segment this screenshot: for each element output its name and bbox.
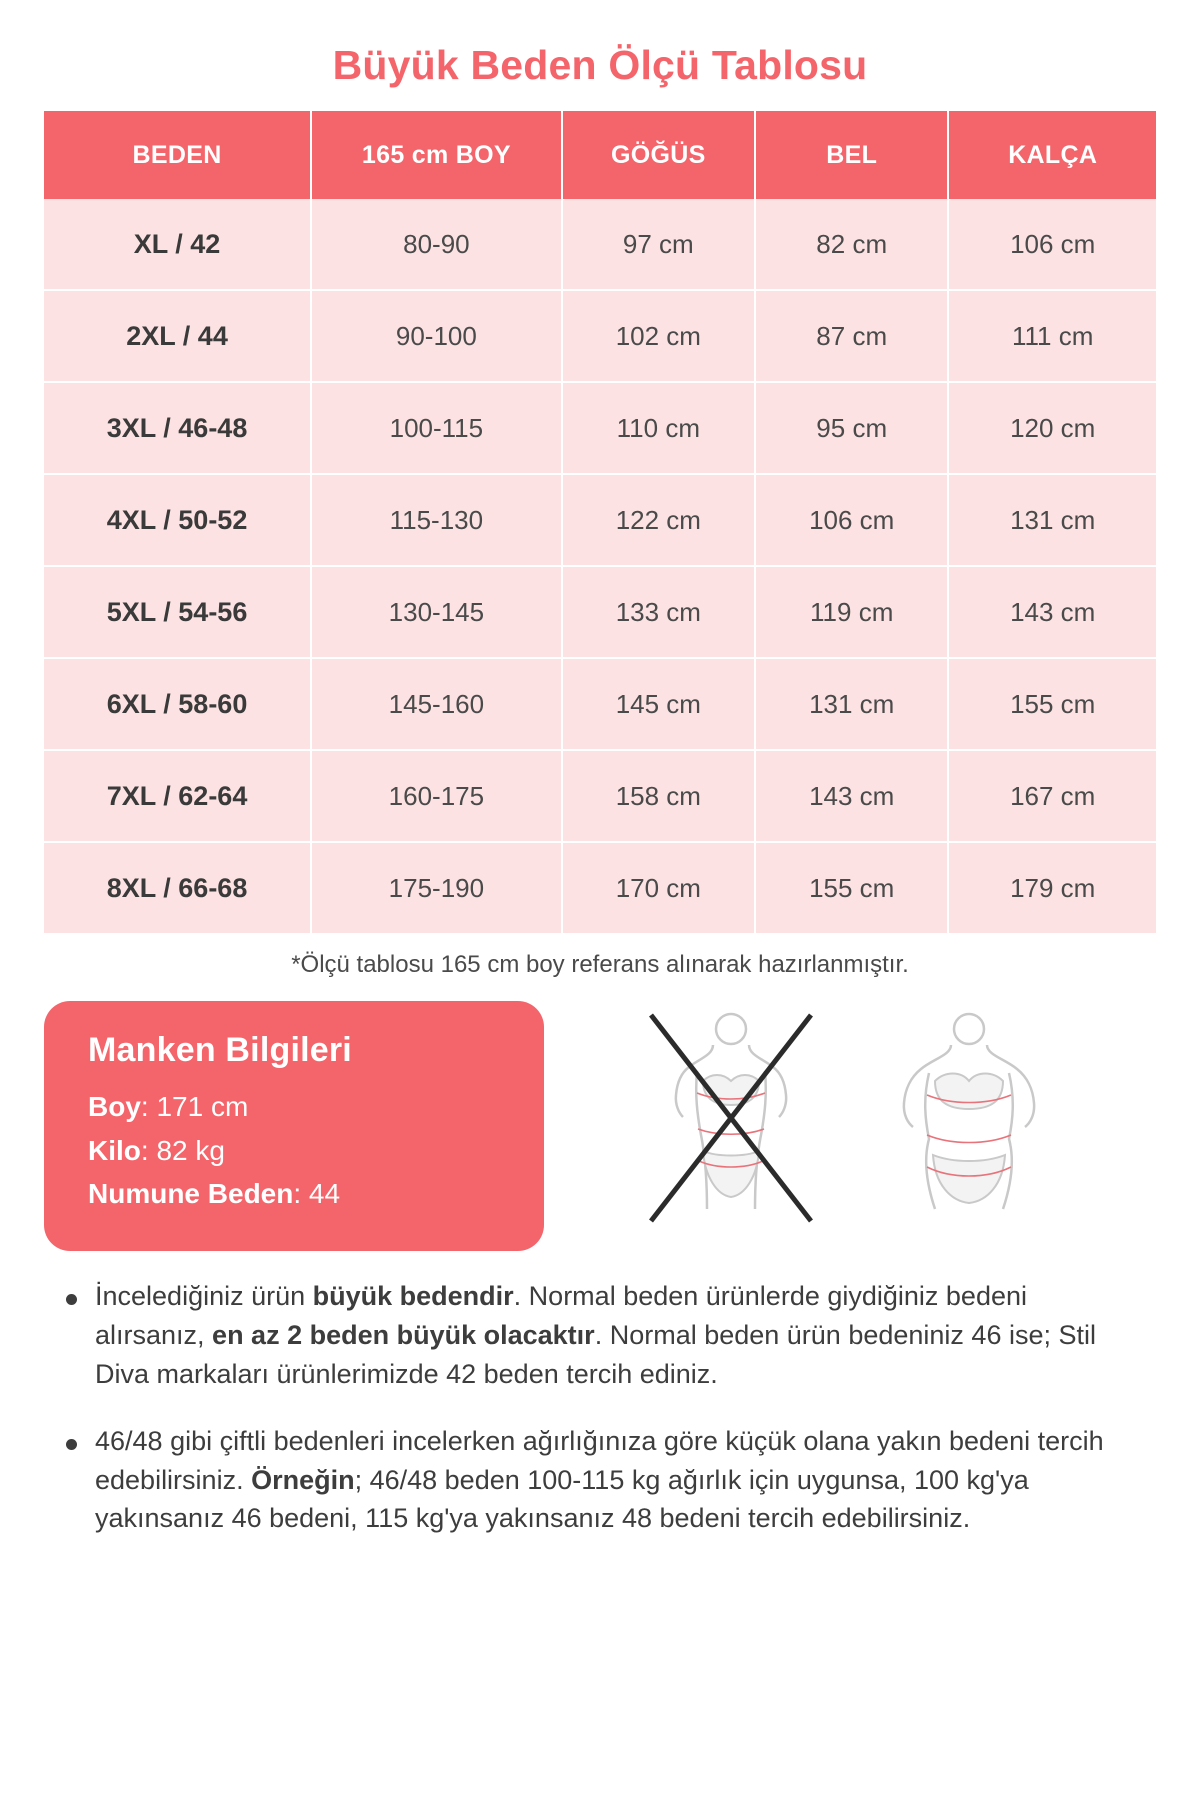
- cell-beden: 4XL / 50-52: [44, 475, 312, 567]
- model-weight-label: Kilo: [88, 1134, 141, 1166]
- cell-bel: 106 cm: [756, 475, 949, 567]
- table-row: [44, 751, 1156, 843]
- cell-gogus: 97 cm: [563, 199, 756, 291]
- list-item: [52, 1277, 1156, 1394]
- cell-gogus: 110 cm: [563, 383, 756, 475]
- table-row: [44, 567, 1156, 659]
- slim-figure-wrap: [641, 1009, 821, 1239]
- model-info-card: [44, 1001, 544, 1251]
- cell-kalca: 167 cm: [949, 751, 1156, 843]
- table-row: [44, 843, 1156, 933]
- cell-beden: 3XL / 46-48: [44, 383, 312, 475]
- model-weight-value: : 82 kg: [140, 1134, 225, 1166]
- cell-boy: 115-130: [312, 475, 563, 567]
- notes-list: [44, 1277, 1156, 1538]
- column-header-bel: BEL: [756, 111, 949, 199]
- column-header-gogus: GÖĞÜS: [563, 111, 756, 199]
- model-height-line: [88, 1088, 510, 1126]
- bullet-dot-icon: [66, 1439, 77, 1450]
- page-title: Büyük Beden Ölçü Tablosu: [332, 42, 868, 88]
- cell-kalca: 131 cm: [949, 475, 1156, 567]
- plus-size-body-figure-icon: [879, 1009, 1059, 1239]
- cell-beden: XL / 42: [44, 199, 312, 291]
- cell-bel: 131 cm: [756, 659, 949, 751]
- cell-gogus: 102 cm: [563, 291, 756, 383]
- cell-gogus: 145 cm: [563, 659, 756, 751]
- cell-kalca: 111 cm: [949, 291, 1156, 383]
- bullet-dot-icon: [66, 1294, 77, 1305]
- model-sample-size-value: : 44: [293, 1178, 341, 1210]
- cell-beden: 5XL / 54-56: [44, 567, 312, 659]
- note-text-2: 46/48 gibi çiftli bedenleri incelerken ağırlığınıza göre küçük olana yakın bedeni tercih edebilirsiniz. Örneğin; 46/48 beden 100-115 kg ağırlık için uygunsa, 100 kg'ya yakınsanız 46 bedeni, 115 kg'ya yakınsanız 48 bedeni tercih edebilirsiniz.: [95, 1425, 1104, 1534]
- table-header-row: [44, 111, 1156, 199]
- size-table: [44, 111, 1156, 933]
- table-row: [44, 291, 1156, 383]
- table-row: [44, 199, 1156, 291]
- cell-bel: 155 cm: [756, 843, 949, 933]
- table-row: [44, 383, 1156, 475]
- cell-beden: 2XL / 44: [44, 291, 312, 383]
- cell-kalca: 120 cm: [949, 383, 1156, 475]
- column-header-boy: 165 cm BOY: [312, 111, 563, 199]
- column-header-kalca: KALÇA: [949, 111, 1156, 199]
- cell-gogus: 158 cm: [563, 751, 756, 843]
- cell-boy: 175-190: [312, 843, 563, 933]
- table-footnote: *Ölçü tablosu 165 cm boy referans alınarak hazırlanmıştır.: [291, 951, 909, 978]
- cell-beden: 6XL / 58-60: [44, 659, 312, 751]
- column-header-beden: BEDEN: [44, 111, 312, 199]
- cell-bel: 143 cm: [756, 751, 949, 843]
- cell-bel: 119 cm: [756, 567, 949, 659]
- cell-boy: 100-115: [312, 383, 563, 475]
- cell-beden: 7XL / 62-64: [44, 751, 312, 843]
- slim-body-figure-crossed-out-icon: [641, 1009, 821, 1239]
- table-row: [44, 659, 1156, 751]
- cell-kalca: 143 cm: [949, 567, 1156, 659]
- cell-gogus: 133 cm: [563, 567, 756, 659]
- model-info-section: [44, 1001, 1156, 1251]
- model-weight-line: [88, 1132, 510, 1170]
- note-text-1: İncelediğiniz ürün büyük bedendir. Normal beden ürünlerde giydiğiniz bedeni alırsanız, en az 2 beden büyük olacaktır. Normal beden ürün bedeniniz 46 ise; Stil Diva markaları ürünlerimizde 42 beden tercih ediniz.: [95, 1281, 1096, 1389]
- cell-beden: 8XL / 66-68: [44, 843, 312, 933]
- cell-kalca: 179 cm: [949, 843, 1156, 933]
- cell-bel: 82 cm: [756, 199, 949, 291]
- model-height-value: : 171 cm: [140, 1091, 249, 1122]
- cell-bel: 95 cm: [756, 383, 949, 475]
- cell-gogus: 170 cm: [563, 843, 756, 933]
- cell-boy: 80-90: [312, 199, 563, 291]
- model-sample-size-label: Numune Beden: [88, 1178, 294, 1210]
- cell-boy: 130-145: [312, 567, 563, 659]
- plus-figure-wrap: [879, 1009, 1059, 1239]
- list-item: [52, 1422, 1156, 1539]
- table-row: [44, 475, 1156, 567]
- model-height-label: Boy: [88, 1091, 141, 1122]
- cell-gogus: 122 cm: [563, 475, 756, 567]
- model-info-heading: Manken Bilgileri: [88, 1031, 352, 1069]
- cell-boy: 90-100: [312, 291, 563, 383]
- cell-kalca: 155 cm: [949, 659, 1156, 751]
- cell-bel: 87 cm: [756, 291, 949, 383]
- model-sample-size-line: [88, 1175, 510, 1213]
- cell-boy: 145-160: [312, 659, 563, 751]
- cell-kalca: 106 cm: [949, 199, 1156, 291]
- body-figures: [544, 1001, 1156, 1239]
- cell-boy: 160-175: [312, 751, 563, 843]
